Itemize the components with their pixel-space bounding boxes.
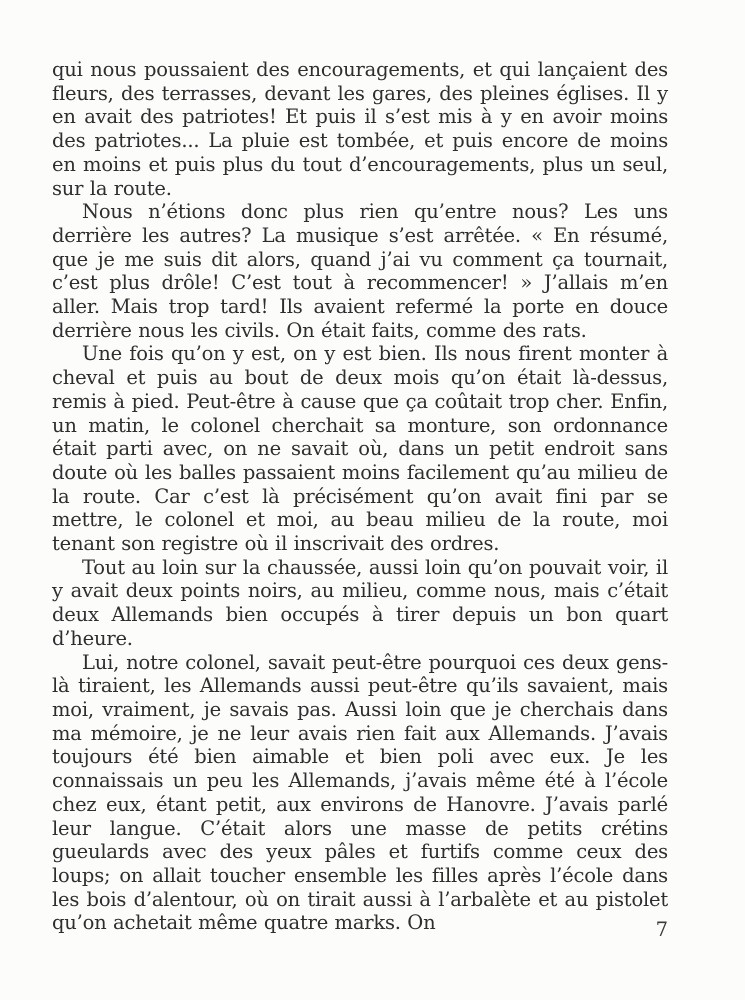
text-block [52,58,668,935]
paragraph: Tout au loin sur la chaussée, aussi loin qu’on pouvait voir, il y avait deux points noirs, au milieu, comme nous, mais c’était deux Allemands bien occupés à tirer depuis un bon quart d’heure. [52,555,668,650]
page-number: 7 [655,918,668,941]
paragraph: Lui, notre colonel, savait peut-être pourquoi ces deux gens-là tiraient, les Allemands aussi peut-être qu’ils savaient, mais moi, vraiment, je savais pas. Aussi loin que je cherchais dans ma mémoire, je ne leur avais rien fait aux Allemands. J’avais toujours été bien aimable et bien poli avec eux. Je les connaissais un peu les Allemands, j’avais même été à l’école chez eux, étant petit, aux environs de Hanovre. J’avais parlé leur langue. C’était alors une masse de petits crétins gueulards avec des yeux pâles et furtifs comme ceux des loups; on allait toucher ensemble les filles après l’école dans les bois d’alentour, où on tirait aussi à l’arbalète et au pistolet qu’on achetait même quatre marks. On [52,650,668,935]
paragraph: Une fois qu’on y est, on y est bien. Ils nous firent monter à cheval et puis au bout de deux mois qu’on était là-dessus, remis à pied. Peut-être à cause que ça coûtait trop cher. Enfin, un matin, le colonel cherchait sa monture, son ordonnance était parti avec, on ne savait où, dans un petit endroit sans doute où les balles passaient moins facilement qu’au milieu de la route. Car c’est là précisément qu’on avait fini par se mettre, le colonel et moi, au beau milieu de la route, moi tenant son registre où il inscrivait des ordres. [52,342,668,556]
paragraph: Nous n’étions donc plus rien qu’entre nous? Les uns derrière les autres? La musique s’est arrêtée. « En résumé, que je me suis dit alors, quand j’ai vu comment ça tournait, c’est plus drôle! C’est tout à recommencer! » J’allais m’en aller. Mais trop tard! Ils avaient refermé la porte en douce derrière nous les civils. On était faits, comme des rats. [52,200,668,342]
paragraph: qui nous poussaient des encouragements, et qui lançaient des fleurs, des terrasses, devant les gares, des pleines églises. Il y en avait des patriotes! Et puis il s’est mis à y en avoir moins des patriotes... La pluie est tombée, et puis encore de moins en moins et puis plus du tout d’encouragements, plus un seul, sur la route. [52,58,668,200]
